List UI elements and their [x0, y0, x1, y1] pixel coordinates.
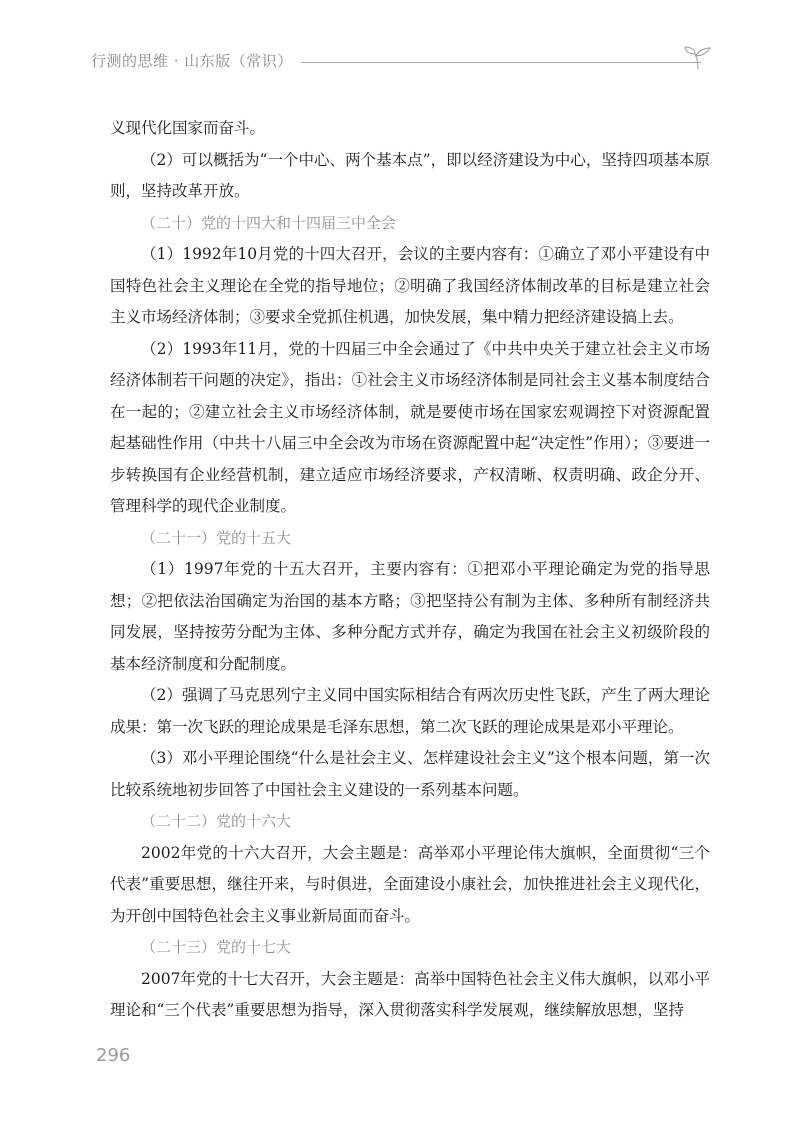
paragraph: （2）可以概括为“一个中心、两个基本点”，即以经济建设为中心，坚持四项基本原则，坚持改革开放。: [110, 150, 710, 200]
paragraph: （1）1997年党的十五大召开，主要内容有：①把邓小平理论确定为党的指导思想；②把依法治国确定为治国的基本方略；③把坚持公有制为主体、多种所有制经济共同发展，坚持按劳分配为主体、多种分配方式并存，确定为我国在社会主义初级阶段的基本经济制度和分配制度。: [110, 560, 710, 673]
paragraph: 2007年党的十七大召开，大会主题是：高举中国特色社会主义伟大旗帜，以邓小平理论和“三个代表”重要思想为指导，深入贯彻落实科学发展观，继续解放思想，坚持: [110, 969, 710, 1019]
paragraph: （3）邓小平理论围绕“什么是社会主义、怎样建设社会主义”这个根本问题，第一次比较系统地初步回答了中国社会主义建设的一系列基本问题。: [110, 749, 710, 799]
book-title: 行测的思维 · 山东版（常识）: [91, 52, 293, 70]
paragraph: 2002年党的十六大召开，大会主题是：高举邓小平理论伟大旗帜，全面贯彻“三个代表”重要思想，继往开来，与时俱进，全面建设小康社会，加快推进社会主义现代化，为开创中国特色社会主义事业新局面而奋斗。: [110, 843, 710, 925]
paragraph: （2）强调了马克思列宁主义同中国实际相结合有两次历史性飞跃，产生了两大理论成果：第一次飞跃的理论成果是毛泽东思想，第二次飞跃的理论成果是邓小平理论。: [110, 686, 710, 736]
page-number: 296: [96, 1045, 131, 1066]
leaf-sprout-icon: [683, 44, 713, 70]
running-header: [91, 44, 719, 80]
section-heading: （二十二）党的十六大: [141, 812, 292, 830]
paragraph: （1）1992年10月党的十四大召开，会议的主要内容有：①确立了邓小平建设有中国特色社会主义理论在全党的指导地位；②明确了我国经济体制改革的目标是建立社会主义市场经济体制；③要求全党抓住机遇，加快发展，集中精力把经济建设搞上去。: [110, 245, 710, 326]
section-heading: （二十三）党的十七大: [141, 938, 292, 956]
paragraph: （2）1993年11月，党的十四届三中全会通过了《中共中央关于建立社会主义市场经济体制若干问题的决定》，指出：①社会主义市场经济体制是同社会主义基本制度结合在一起的；②建立社会主义市场经济体制，就是要使市场在国家宏观调控下对资源配置起基础性作用（中共十八届三中全会改为市场在资源配置中起“决定性”作用）；③要进一步转换国有企业经营机制，建立适应市场经济要求，产权清晰、权责明确、政企分开、管理科学的现代企业制度。: [110, 339, 710, 515]
section-heading: （二十一）党的十五大: [141, 528, 292, 547]
section-heading: （二十）党的十四大和十四届三中全会: [141, 213, 397, 232]
page-body: [110, 113, 710, 1027]
header-rule: [301, 62, 701, 63]
paragraph-continued: 义现代化国家而奋斗。: [110, 119, 266, 137]
